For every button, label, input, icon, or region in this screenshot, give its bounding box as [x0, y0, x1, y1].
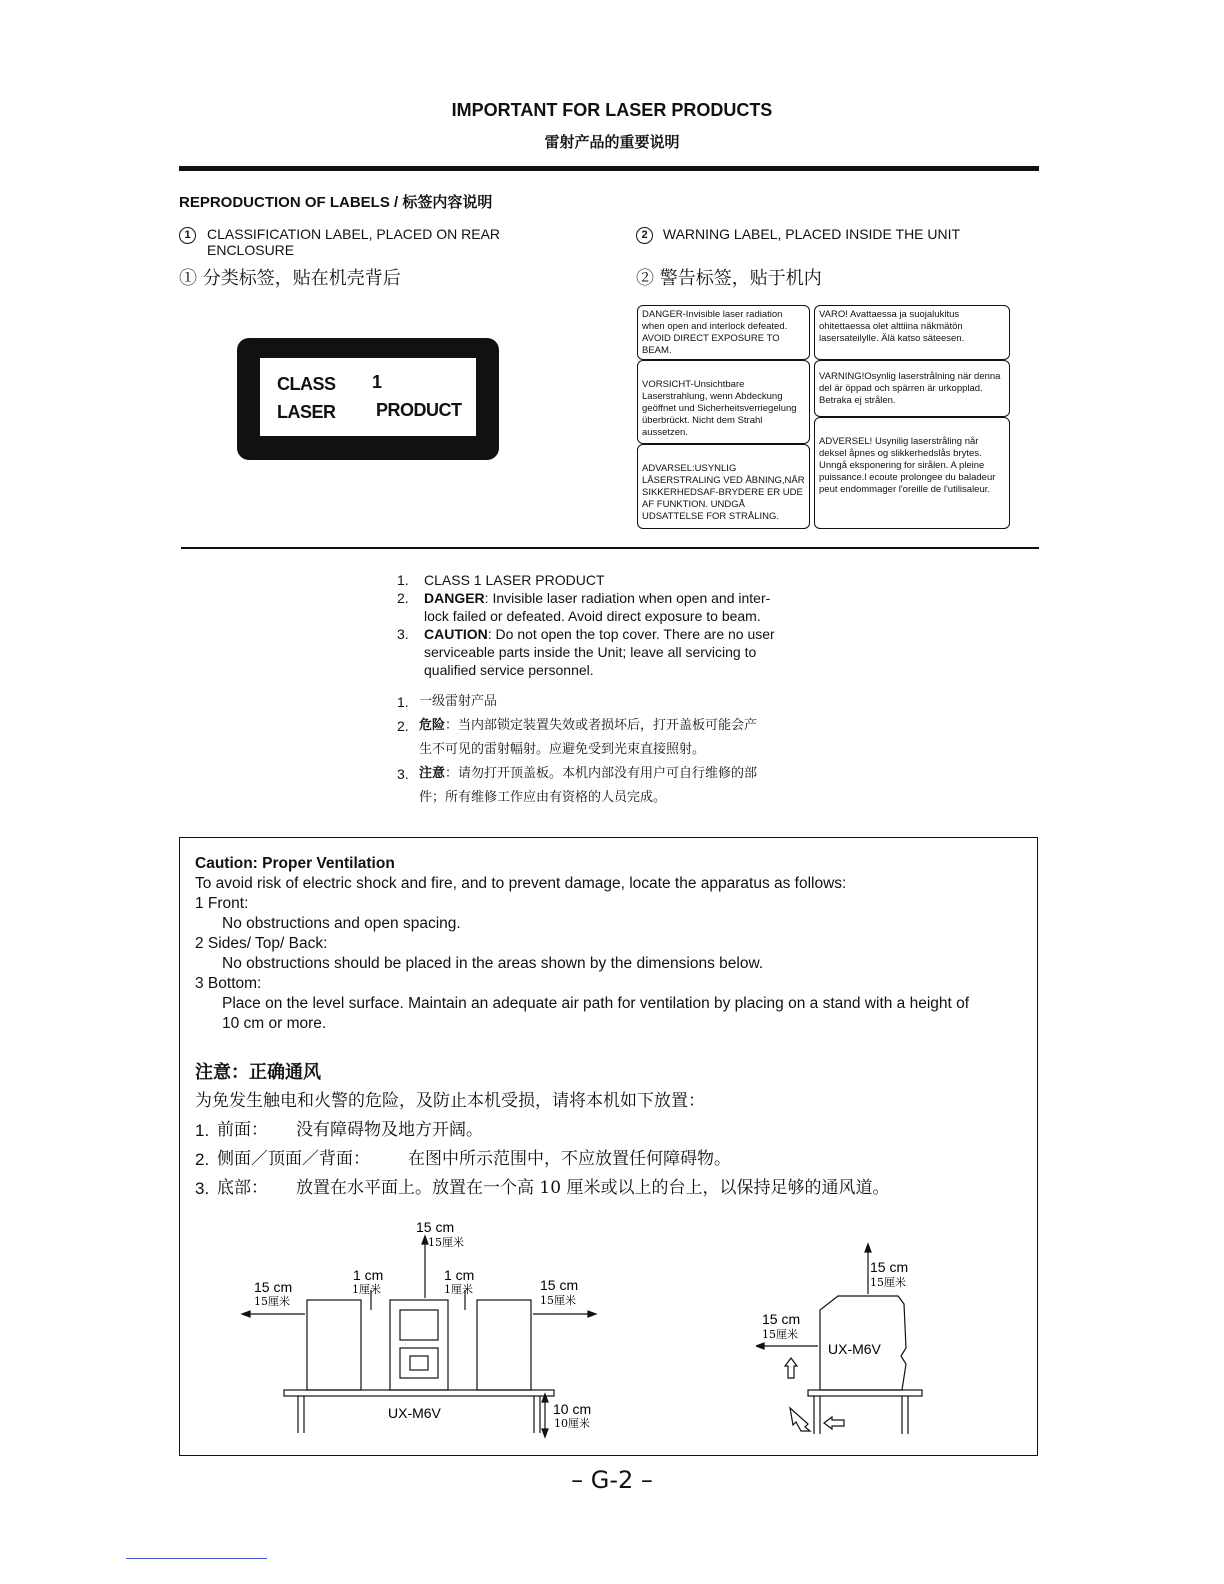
item-number: 2.	[195, 1150, 210, 1169]
ventilation-cn-item-1	[195, 1116, 1025, 1145]
ventilation-front-heading: 1 Front:	[195, 895, 249, 912]
class-label-class: CLASS	[277, 374, 336, 394]
dim-bottom: 10 cm	[553, 1401, 592, 1417]
ventilation-front-text: No obstructions and open spacing.	[222, 915, 461, 932]
notes-list-en	[397, 571, 817, 681]
page-subtitle: 雷射产品的重要说明	[544, 133, 680, 151]
item-text: 在图中所示范围中，不应放置任何障碍物。	[408, 1149, 731, 1169]
warning-vorsicht-de: VORSICHT-Unsichtbare Laserstrahlung, wenn Abdeckung geöffnet und Sicherheitsverriegelung überbrückt. Nicht dem Strahl aussetzen.	[637, 360, 810, 444]
dim-top-cn: 15厘米	[428, 1236, 464, 1249]
item-heading: 底部：	[217, 1178, 268, 1198]
front-placement-diagram	[240, 1218, 620, 1440]
air-back-arrow-icon	[824, 1417, 844, 1429]
left-speaker	[307, 1300, 361, 1390]
item-number: 1.	[195, 1121, 210, 1140]
dim-top: 15 cm	[416, 1219, 455, 1235]
warning-advarsel-da: ADVARSEL:USYNLIG LÅSERSTRALING VED ÅBNING,NÅR SIKKERHEDSAF-BRYDERE ER UDE AF FUNKTION. UNDGÅ UDSATTELSE FOR STRÅLING.	[637, 444, 810, 529]
right-speaker	[477, 1300, 531, 1390]
section-divider	[181, 547, 1039, 549]
note-caution-label: CAUTION	[424, 626, 488, 642]
page-title: IMPORTANT FOR LASER PRODUCTS	[451, 100, 773, 120]
air-flow-arrow-icon	[790, 1408, 810, 1431]
note-text: serviceable parts inside the Unit; leave all servicing to	[424, 644, 757, 660]
label2-text: WARNING LABEL, PLACED INSIDE THE UNIT	[662, 226, 961, 242]
note-number: 3.	[397, 766, 409, 782]
note-caution-label-cn: 注意	[419, 766, 446, 781]
side-model-label: UX-M6V	[828, 1341, 881, 1357]
dim-right: 15 cm	[540, 1277, 579, 1293]
item-heading: 前面：	[217, 1120, 268, 1140]
side-stand-top	[808, 1390, 922, 1396]
class-label-one: 1	[372, 372, 382, 392]
note-text: CLASS 1 LASER PRODUCT	[424, 572, 605, 588]
label1-number: 1	[179, 227, 196, 244]
note-number: 1.	[397, 694, 409, 710]
labels-heading-cn: 标签内容说明	[402, 193, 493, 211]
note-text: 一级雷射产品	[419, 694, 498, 709]
ventilation-bottom-heading: 3 Bottom:	[195, 975, 262, 992]
side-dim-top: 15 cm	[870, 1259, 909, 1275]
class-label-laser: LASER	[277, 402, 336, 422]
bottom-rule	[126, 1558, 267, 1559]
note-text: : Do not open the top cover. There are no user	[487, 626, 775, 642]
warning-danger-en: DANGER-Invisible laser radiation when open and interlock defeated. AVOID DIRECT EXPOSURE TO BEAM.	[637, 305, 810, 360]
ventilation-heading: Caution: Proper Ventilation	[195, 855, 395, 872]
note-number: 1.	[397, 572, 409, 588]
warning-varning-sv: VARNING!Osynlig laserstrålning när denna del är öppad och spärren är urkopplad. Betraka ej strålen.	[814, 360, 1010, 417]
ventilation-bottom-text: Place on the level surface. Maintain an adequate air path for ventilation by placing on a stand with a height of	[222, 995, 970, 1012]
note-text: lock failed or defeated. Avoid direct exposure to beam.	[424, 608, 761, 624]
note-number: 3.	[397, 626, 409, 642]
note-number: 2.	[397, 718, 409, 734]
item-text: 放置在水平面上。放置在一个高 10 厘米或以上的台上，以保持足够的通风道。	[296, 1178, 890, 1198]
note-text: 件；所有维修工作应由有资格的人员完成。	[419, 790, 667, 805]
label1-caption-cn: ① 分类标签，贴在机壳背后	[179, 268, 401, 289]
warning-adversel-no-fr: ADVERSEL! Usynilig laserstråling når deksel åpnes og slikkerhedslås brytes. Unngå eksponering for sirålen. A pleine puissance.l ecoute prolongee du baladeur peut endommager l'oreille de l'utilisaleur.	[814, 417, 1010, 529]
notes-list-cn	[397, 690, 837, 810]
labels-heading	[179, 191, 492, 212]
ventilation-sides-heading: 2 Sides/ Top/ Back:	[195, 935, 328, 952]
note-text: ：请勿打开顶盖板。本机内部没有用户可自行维修的部	[445, 766, 758, 781]
ventilation-bottom-text-2: 10 cm or more.	[222, 1015, 327, 1032]
warning-varo-fi: VARO! Avattaessa ja suojalukitus ohitettaessa olet alttiina näkmätön lasersateilylle. Älä katso säteesen.	[814, 305, 1010, 360]
class-label-product: PRODUCT	[376, 400, 462, 420]
labels-heading-en: REPRODUCTION OF LABELS /	[179, 194, 399, 211]
side-dim-back: 15 cm	[762, 1311, 801, 1327]
front-stand-top	[284, 1390, 554, 1396]
dim-gap-left: 1 cm	[353, 1267, 384, 1283]
main-unit	[390, 1300, 448, 1390]
label2-number: 2	[636, 227, 653, 244]
side-dim-top-cn: 15厘米	[870, 1276, 906, 1289]
dim-gap-right: 1 cm	[444, 1267, 475, 1283]
note-text: ：当内部锁定装置失效或者损坏后，打开盖板可能会产	[445, 718, 758, 733]
class-label-inner	[260, 358, 476, 436]
label2-caption	[636, 226, 960, 244]
label1-caption	[179, 226, 559, 258]
item-number: 3.	[195, 1179, 210, 1198]
dim-right-cn: 15厘米	[540, 1294, 576, 1307]
dim-gap-left-cn: 1厘米	[352, 1283, 381, 1296]
item-heading: 侧面／顶面／背面：	[217, 1149, 370, 1169]
ventilation-intro-cn: 为免发生触电和火警的危险，及防止本机受损，请将本机如下放置：	[195, 1091, 705, 1111]
air-in-arrow-icon	[785, 1358, 797, 1378]
item-text: 没有障碍物及地方开阔。	[296, 1120, 483, 1140]
note-danger-label-cn: 危险	[419, 718, 446, 733]
note-text: qualified service personnel.	[424, 662, 594, 678]
class-1-laser-label	[237, 338, 499, 460]
ventilation-intro: To avoid risk of electric shock and fire, and to prevent damage, locate the apparatus as follows:	[195, 875, 847, 892]
front-model-label: UX-M6V	[388, 1405, 441, 1421]
ventilation-cn-item-3	[195, 1174, 1025, 1203]
side-placement-diagram	[756, 1238, 936, 1440]
note-text: : Invisible laser radiation when open and inter-	[484, 590, 771, 606]
note-danger-label: DANGER	[424, 590, 485, 606]
dim-left: 15 cm	[254, 1279, 293, 1295]
ventilation-en	[195, 854, 1025, 1034]
ventilation-cn	[195, 1058, 1025, 1203]
ventilation-cn-item-2	[195, 1145, 1025, 1174]
page-number: – G-2 –	[571, 1466, 653, 1494]
side-dim-back-cn: 15厘米	[762, 1328, 798, 1341]
label1-text: CLASSIFICATION LABEL, PLACED ON REAR ENCLOSURE	[207, 226, 501, 258]
ventilation-heading-cn: 注意：正确通风	[195, 1062, 321, 1083]
dim-gap-right-cn: 1厘米	[444, 1283, 473, 1296]
dim-left-cn: 15厘米	[254, 1295, 290, 1308]
ventilation-sides-text: No obstructions should be placed in the areas shown by the dimensions below.	[222, 955, 764, 972]
dim-bottom-cn: 10厘米	[554, 1417, 590, 1430]
note-number: 2.	[397, 590, 409, 606]
label2-caption-cn: ② 警告标签，贴于机内	[636, 268, 822, 289]
title-divider	[179, 166, 1039, 171]
note-text: 生不可见的雷射幅射。应避免受到光束直接照射。	[419, 742, 706, 757]
